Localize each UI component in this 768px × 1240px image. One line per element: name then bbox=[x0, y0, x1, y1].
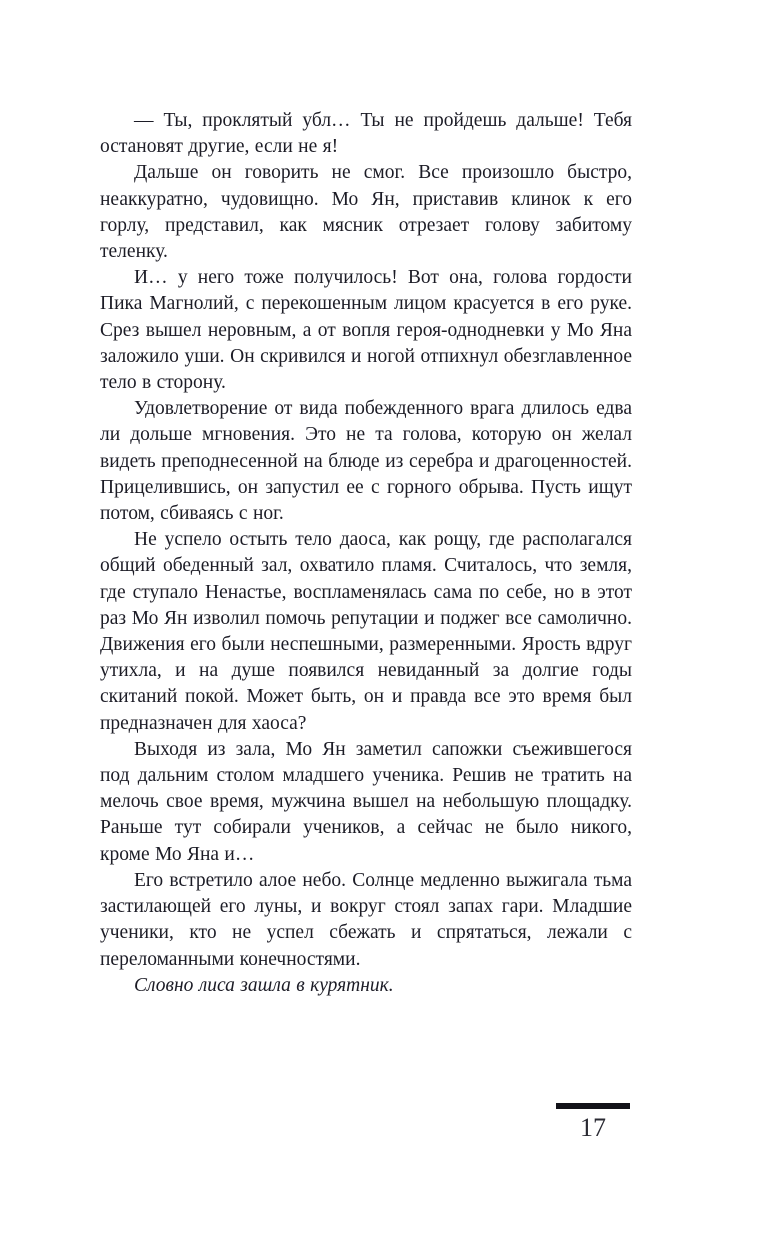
paragraph-italic: Словно лиса зашла в курятник. bbox=[134, 974, 394, 996]
paragraph: Удовлетворение от вида побежденного врага длилось едва ли дольше мгновения. Это не та голова, которую он желал видеть преподнесенной на блюде из серебра и драгоценностей. Прицелившись, он запустил ее с горного обрыва. Пусть ищут потом, сбиваясь с ног. bbox=[100, 398, 632, 525]
paragraph: — Ты, проклятый убл… Ты не пройдешь дальше! Тебя остановят другие, если не я! bbox=[100, 110, 632, 158]
page-footer bbox=[556, 1103, 630, 1143]
paragraph: Его встретило алое небо. Солнце медленно выжигала тьма застилающей его луны, и вокруг стоял запах гари. Младшие ученики, кто не успел сбежать и спрятаться, лежали с переломанными конечностями. bbox=[100, 869, 632, 970]
paragraph: И… у него тоже получилось! Вот она, голова гордости Пика Магнолий, с перекошенным лицом красуется в его руке. Срез вышел неровным, а от вопля героя-однодневки у Мо Яна заложило уши. Он скривился и ногой отпихнул обезглавленное тело в сторону. bbox=[100, 267, 632, 394]
footer-rule bbox=[556, 1103, 630, 1109]
paragraph: Не успело остыть тело даоса, как рощу, где располагался общий обеденный зал, охватило пламя. Считалось, что земля, где ступало Ненастье, воспламенялась сама по себе, но в этот раз Мо Ян изволил помочь репутации и поджег все самолично. Движения его были неспешными, размеренными. Ярость вдруг утихла, и на душе появился невиданный за долгие годы скитаний покой. Может быть, он и правда все это время был предназначен для хаоса? bbox=[100, 529, 632, 734]
paragraph: Выходя из зала, Мо Ян заметил сапожки съежившегося под дальним столом младшего ученика. Решив не тратить на мелочь свое время, мужчина вышел на небольшую площадку. Раньше тут собирали учеников, а сейчас не было никого, кроме Мо Яна и… bbox=[100, 738, 632, 865]
page-text-block bbox=[100, 108, 632, 999]
page-number: 17 bbox=[580, 1113, 606, 1142]
paragraph: Дальше он говорить не смог. Все произошло быстро, неаккуратно, чудовищно. Мо Ян, приставив клинок к его горлу, представил, как мясник отрезает голову забитому теленку. bbox=[100, 162, 632, 263]
